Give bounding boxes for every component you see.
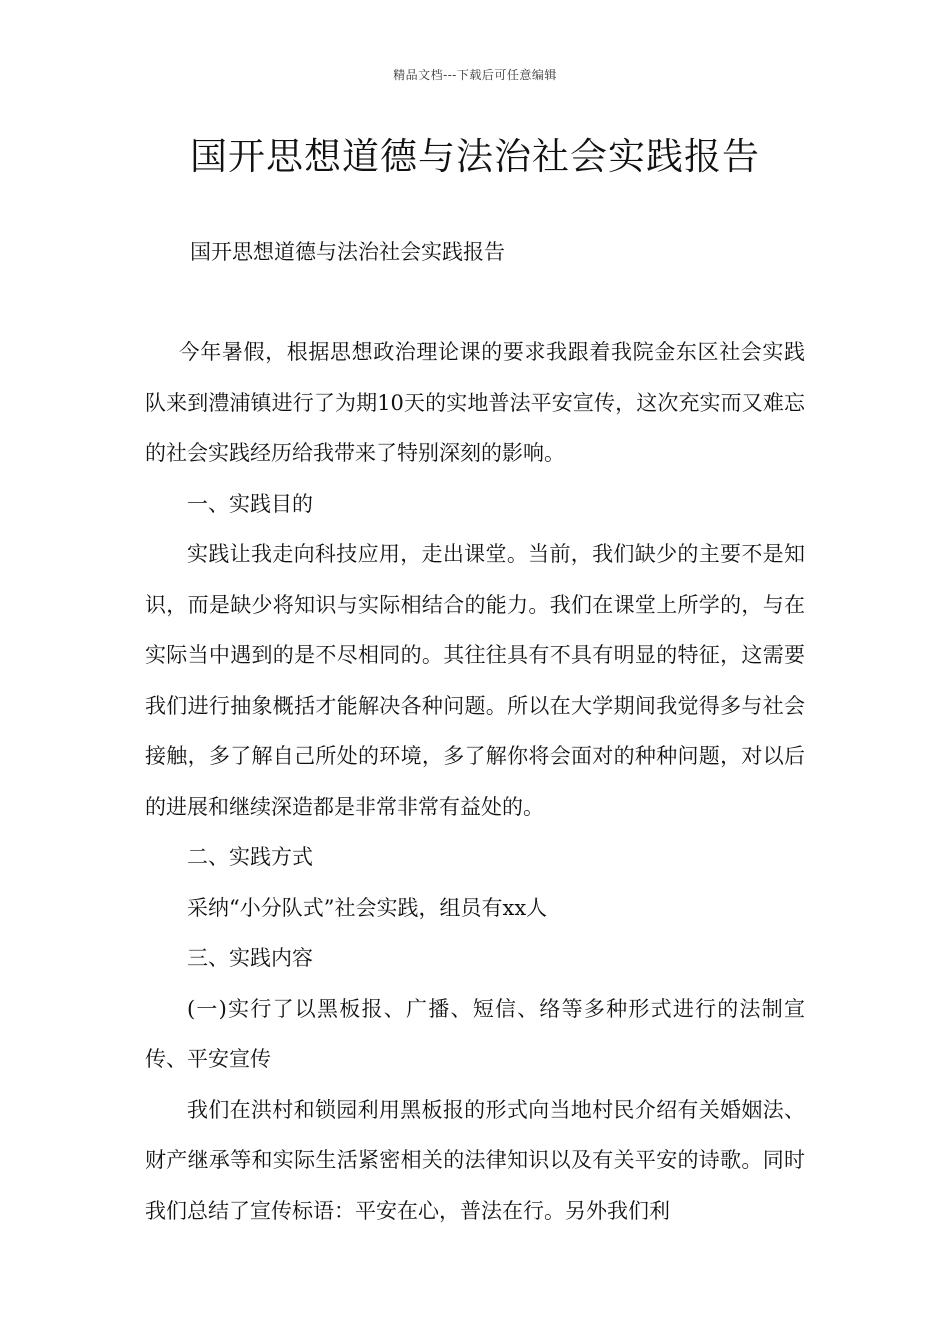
document-subtitle: 国开思想道德与法治社会实践报告 bbox=[190, 240, 505, 264]
paragraph-content-item-1: (一)实行了以黑板报、广播、短信、络等多种形式进行的法制宣传、平安宣传 bbox=[145, 996, 805, 1071]
paragraph-method: 采纳“小分队式”社会实践，组员有xx人 bbox=[187, 895, 548, 920]
section-heading-purpose: 一、实践目的 bbox=[187, 491, 313, 516]
document-title: 国开思想道德与法治社会实践报告 bbox=[190, 135, 760, 178]
header-note: 精品文档---下载后可任意编辑 bbox=[393, 68, 557, 82]
paragraph-content-detail: 我们在洪村和锁园利用黑板报的形式向当地村民介绍有关婚姻法、财产继承等和实际生活紧密相关的法律知识以及有关平安的诗歌。同时我们总结了宣传标语：平安在心，普法在行。另外我们利 bbox=[145, 1097, 805, 1223]
section-heading-content: 三、实践内容 bbox=[187, 946, 313, 970]
paragraph-purpose: 实践让我走向科技应用，走出课堂。当前，我们缺少的主要不是知识，而是缺少将知识与实际相结合的能力。我们在课堂上所学的，与在实际当中遇到的是不尽相同的。其往往具有不具有明显的特征，这需要我们进行抽象概括才能解决各种问题。所以在大学期间我觉得多与社会接触，多了解自己所处的环境，多了解你将会面对的种种问题，对以后的进展和继续深造都是非常非常有益处的。 bbox=[145, 542, 805, 819]
paragraph-intro: 今年暑假，根据思想政治理论课的要求我跟着我院金东区社会实践队来到澧浦镇进行了为期10天的实地普法平安宣传，这次充实而又难忘的社会实践经历给我带来了特别深刻的影响。 bbox=[145, 340, 805, 465]
document-body bbox=[145, 327, 805, 1236]
section-heading-method: 二、实践方式 bbox=[187, 845, 313, 869]
